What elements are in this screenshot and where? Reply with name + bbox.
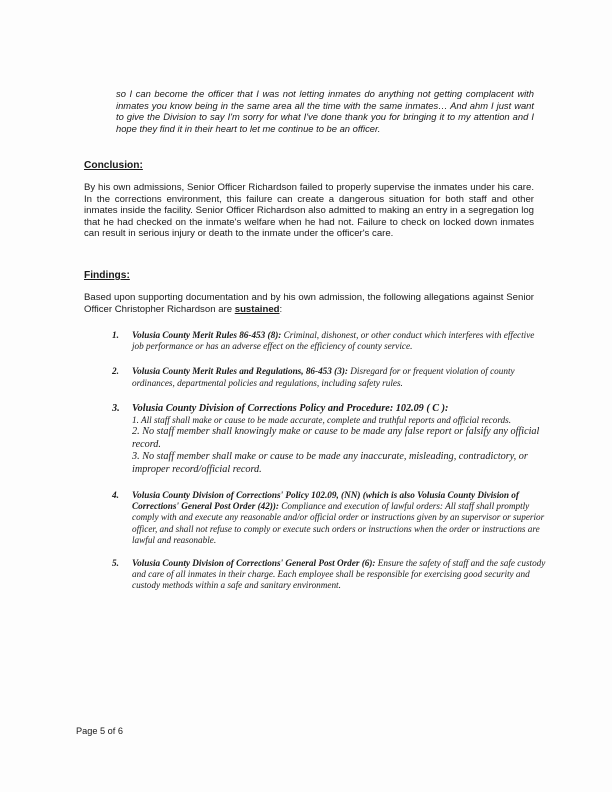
allegation-title: Volusia County Division of Corrections' General Post Order (6): (132, 558, 376, 569)
allegation-number: 4. (112, 490, 119, 501)
allegation-title: Volusia County Division of Corrections' Policy 102.09, (NN) (which is also Volusia County Division of Corrections' General Post Order (42)): (132, 490, 519, 512)
allegation-description: Disregard for or frequent violation of county ordinances, departmental policies and regulations, including safety rules. (132, 366, 515, 388)
allegations-list (112, 330, 546, 592)
conclusion-paragraph: By his own admissions, Senior Officer Richardson failed to properly supervise the inmates under his care. In the corrections environment, this failure can create a dangerous situation for both staff and other inmates inside the facility. Senior Officer Richardson also admitted to making an entry in a segregation log that he had checked on the inmate's welfare when he had not. Failure to check on locked down inmates can result in serious injury or death to the inmate under the officer's care. (84, 182, 534, 240)
allegation-number: 5. (112, 558, 119, 569)
allegation-number: 2. (112, 366, 119, 377)
allegation-number: 1. (112, 330, 119, 340)
page-number: Page 5 of 6 (76, 726, 123, 736)
allegation-description: Criminal, dishonest, or other conduct which interferes with effective job performance or has an adverse effect on the efficiency of county service. (132, 330, 535, 352)
allegation-title: Volusia County Division of Corrections Policy and Procedure: 102.09 ( C ): (132, 402, 449, 414)
sustained-label: sustained (234, 303, 280, 315)
conclusion-heading: Conclusion: (84, 160, 143, 171)
allegation-item-5 (112, 558, 546, 592)
allegation-item-3 (112, 403, 546, 476)
allegation-title: Volusia County Merit Rules 86-453 (8): (132, 330, 282, 340)
allegation-item-1 (112, 330, 546, 352)
interview-quote: so I can become the officer that I was not letting inmates do anything not getting complacent with inmates you know being in the same area all the time with the same inmates… And ahm I just want to give the Division to say I'm sorry for what I've done thank you for bringing it to my attention and I hope they find it in their heart to let me continue to be an officer. (116, 88, 534, 134)
allegation-description: Ensure the safety of staff and the safe custody and care of all inmates in their charge. Each employee shall be responsible for exercising good security and custody methods within a safe and sanitary environment. (132, 558, 546, 591)
findings-intro-text: Based upon supporting documentation and by his own admission, the following allegations against Senior Officer Christopher Richardson are (84, 292, 534, 315)
allegation-number: 3. (112, 402, 120, 414)
allegation-item-4 (112, 490, 546, 546)
allegation-subrule-3: 3. No staff member shall make or cause to be made any inaccurate, misleading, contradictory, or improper record/official record. (132, 451, 528, 475)
allegation-item-2 (112, 366, 546, 388)
findings-intro (84, 292, 534, 315)
allegation-subrule-2: 2. No staff member shall knowingly make or cause to be made any false report or falsify any official record. (132, 426, 540, 450)
findings-heading: Findings: (84, 270, 130, 281)
allegation-subrule-1: 1. All staff shall make or cause to be made accurate, complete and truthful reports and official records. (132, 415, 512, 426)
allegation-description: Compliance and execution of lawful orders: All staff shall promptly comply with and execute any reasonable and/or official order or instructions given by an supervisor or superior officer, and shall not refuse to comply or execute such orders or instructions when the order or instructions are lawful and reasonable. (132, 501, 545, 545)
allegation-title: Volusia County Merit Rules and Regulations, 86-453 (3): (132, 366, 348, 377)
findings-intro-colon: : (279, 303, 283, 315)
